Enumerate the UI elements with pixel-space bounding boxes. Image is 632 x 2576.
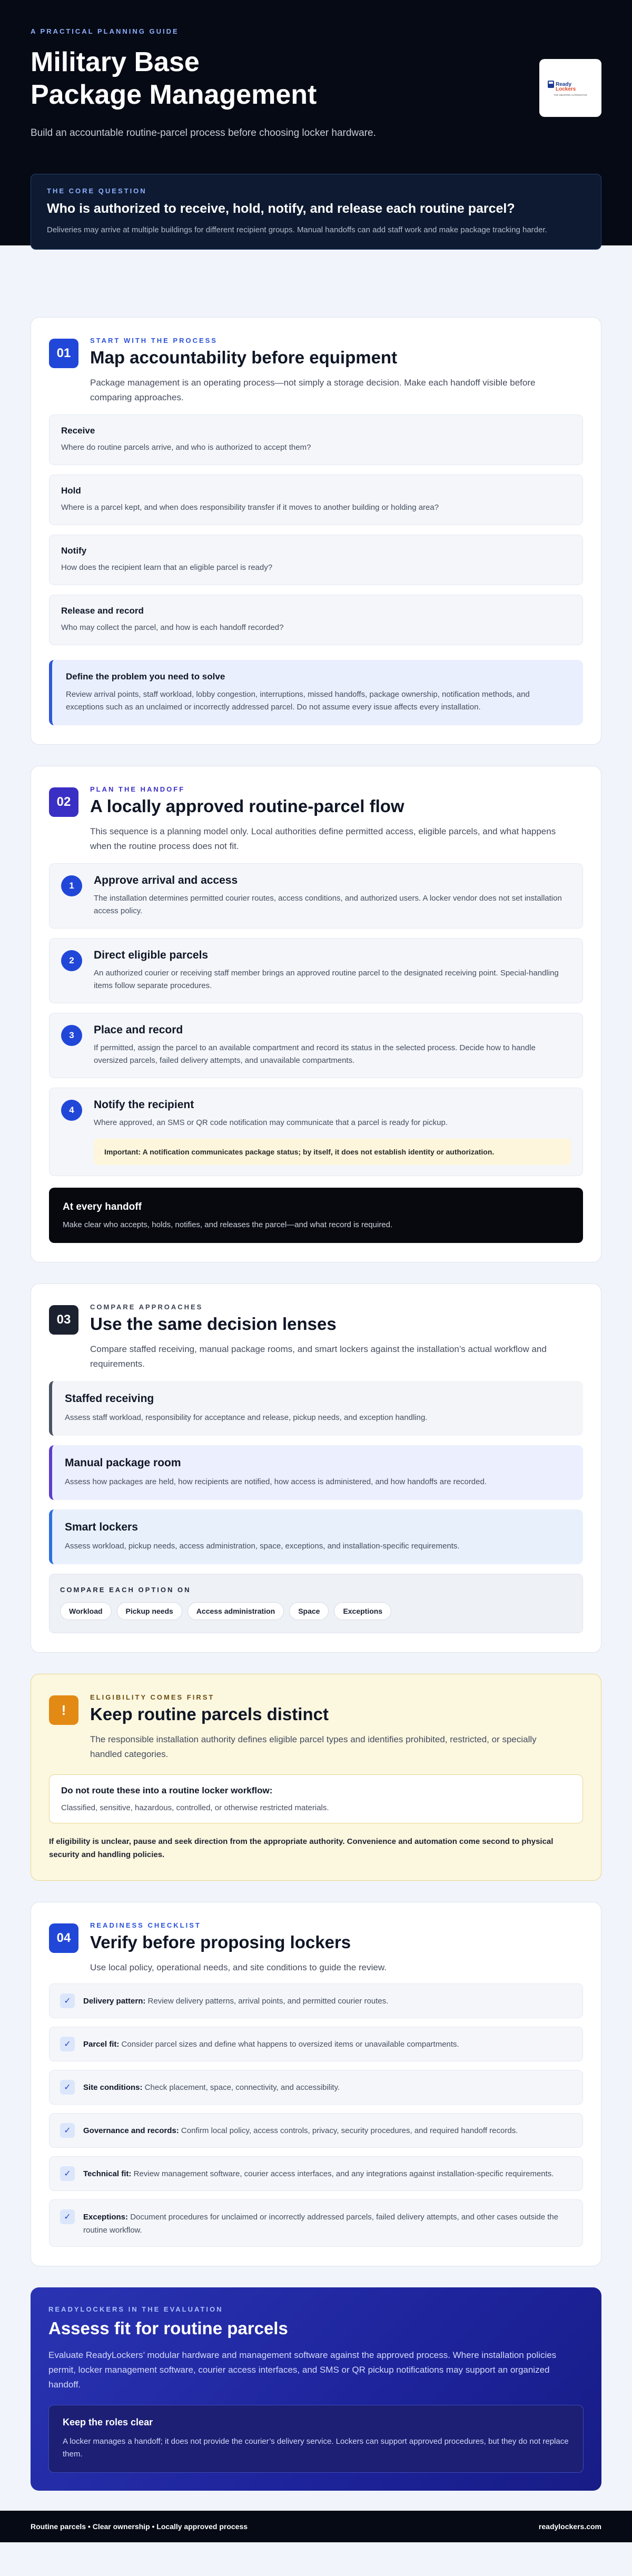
svg-text:Lockers: Lockers <box>556 86 576 92</box>
section-title: A locally approved routine-parcel flow <box>90 796 404 816</box>
warn-title: Do not route these into a routine locker workflow: <box>61 1785 273 1795</box>
section-title: Map accountability before equipment <box>90 348 398 367</box>
chip-exceptions: Exceptions <box>334 1602 391 1620</box>
important-note: Important: A notification communicates package status; by itself, it does not establish identity or authorization. <box>94 1139 571 1165</box>
section-title: Keep routine parcels distinct <box>90 1704 329 1724</box>
section-number: 02 <box>49 787 78 817</box>
hero <box>0 0 632 245</box>
step-title: Notify the recipient <box>94 1099 194 1111</box>
section-map-accountability <box>31 317 601 745</box>
section-title: Use the same decision lenses <box>90 1314 337 1334</box>
hero-subtitle: Build an accountable routine-parcel process before choosing locker hardware. <box>31 127 376 139</box>
step-number: 1 <box>61 875 82 896</box>
checklist-item <box>49 2156 583 2191</box>
section-description: Use local policy, operational needs, and site conditions to guide the review. <box>90 1962 387 1972</box>
lens-smart-lockers <box>49 1509 583 1564</box>
svg-text:THE SMARTER ALTERNATIVE: THE SMARTER ALTERNATIVE <box>554 94 587 96</box>
step-number: 2 <box>61 950 82 971</box>
readylockers-logo[interactable] <box>539 59 601 117</box>
item-text: Where do routine parcels arrive, and who is authorized to accept them? <box>61 443 311 452</box>
step-text: An authorized courier or receiving staff member brings an approved routine parcel to the designated receiving point. Special-handling items follow separate procedures. <box>94 969 559 990</box>
item-title: Release and record <box>61 606 144 616</box>
eligibility-note: If eligibility is unclear, pause and seek direction from the appropriate authority. Convenience and automation come second to physical security and handling policies. <box>49 1837 554 1859</box>
core-eyebrow: THE CORE QUESTION <box>47 187 147 195</box>
item-title: Hold <box>61 486 81 496</box>
checklist-item <box>49 2199 583 2247</box>
cta-title: Assess fit for routine parcels <box>48 2318 288 2338</box>
item-text: Who may collect the parcel, and how is each handoff recorded? <box>61 623 284 632</box>
check-icon: ✓ <box>60 2166 75 2181</box>
check-label: Technical fit: <box>83 2169 132 2178</box>
check-text: Check placement, space, connectivity, and accessibility. <box>144 2083 340 2092</box>
check-icon: ✓ <box>60 2080 75 2095</box>
section-description: This sequence is a planning model only. Local authorities define permitted access, eligible parcels, and what happens when the routine process does not fit. <box>90 826 556 851</box>
compare-chips <box>60 1602 572 1620</box>
step-text: The installation determines permitted courier routes, access conditions, and authorized users. A locker vendor does not set installation access policy. <box>94 894 562 915</box>
restricted-materials-box <box>49 1774 583 1823</box>
lens-title: Staffed receiving <box>65 1393 154 1405</box>
check-text: Consider parcel sizes and define what happens to oversized items or unavailable compartments. <box>121 2040 459 2049</box>
page-title <box>31 46 452 111</box>
step-title: Direct eligible parcels <box>94 949 209 961</box>
define-problem-callout <box>49 660 583 725</box>
lens-text: Assess workload, pickup needs, access administration, space, exceptions, and installation-specific requirements. <box>65 1542 460 1551</box>
roles-title: Keep the roles clear <box>63 2417 153 2427</box>
check-icon: ✓ <box>60 1993 75 2008</box>
dark-box-text: Make clear who accepts, holds, notifies, and releases the parcel—and what record is required. <box>63 1220 393 1229</box>
check-text: Document procedures for unclaimed or incorrectly addressed parcels, failed delivery attempts, and other cases outside the routine workflow. <box>83 2213 559 2235</box>
section-number: 03 <box>49 1305 78 1335</box>
lens-staffed-receiving <box>49 1381 583 1436</box>
warn-text: Classified, sensitive, hazardous, controlled, or otherwise restricted materials. <box>61 1803 329 1812</box>
core-text: Deliveries may arrive at multiple buildings for different recipient groups. Manual handoffs can add staff work and make package tracking harder. <box>47 225 547 234</box>
dark-box-title: At every handoff <box>63 1201 142 1212</box>
lens-text: Assess how packages are held, how recipients are notified, how access is administered, and how handoffs are recorded. <box>65 1477 487 1486</box>
callout-title: Define the problem you need to solve <box>66 672 225 682</box>
list-item <box>49 475 583 525</box>
lens-text: Assess staff workload, responsibility for acceptance and release, pickup needs, and exception handling. <box>65 1413 428 1422</box>
footer-tagline: Routine parcels • Clear ownership • Locally approved process <box>31 2522 248 2531</box>
chip-workload: Workload <box>60 1602 112 1620</box>
callout-text: Review arrival points, staff workload, lobby congestion, interruptions, missed handoffs, package ownership, notification methods, and exceptions such as an unclaimed or incorrectly addressed parcel. Do not assume every issue affects every installation. <box>66 690 530 712</box>
step-number: 4 <box>61 1100 82 1121</box>
check-label: Governance and records: <box>83 2126 179 2135</box>
checklist-item <box>49 2070 583 2105</box>
logo-mark-icon <box>547 76 594 100</box>
checklist-item <box>49 2113 583 2148</box>
check-icon: ✓ <box>60 2037 75 2051</box>
check-text: Review management software, courier access interfaces, and any integrations against installation-specific requirements. <box>133 2169 554 2178</box>
item-text: How does the recipient learn that an eligible parcel is ready? <box>61 563 273 572</box>
warning-icon: ! <box>49 1695 78 1725</box>
chip-space: Space <box>289 1602 329 1620</box>
list-item <box>49 414 583 465</box>
footer-site-link[interactable]: readylockers.com <box>538 2522 601 2531</box>
check-icon: ✓ <box>60 2123 75 2138</box>
section-eyebrow: PLAN THE HANDOFF <box>90 785 185 793</box>
item-text: Where is a parcel kept, and when does responsibility transfer if it moves to another building or holding area? <box>61 503 439 512</box>
check-icon: ✓ <box>60 2209 75 2224</box>
section-decision-lenses <box>31 1284 601 1653</box>
list-item <box>49 595 583 645</box>
section-number: 04 <box>49 1923 78 1953</box>
lens-manual-package-room <box>49 1445 583 1500</box>
section-description: Package management is an operating process—not simply a storage decision. Make each handoff visible before comparing approaches. <box>90 378 536 402</box>
section-eyebrow: COMPARE APPROACHES <box>90 1303 203 1311</box>
section-readiness-checklist <box>31 1902 601 2266</box>
compare-label: COMPARE EACH OPTION ON <box>60 1586 191 1594</box>
section-parcel-flow <box>31 766 601 1262</box>
step-title: Place and record <box>94 1024 183 1036</box>
readylockers-evaluation-panel <box>31 2287 601 2491</box>
section-title: Verify before proposing lockers <box>90 1932 351 1952</box>
core-title: Who is authorized to receive, hold, notify, and release each routine parcel? <box>47 201 515 216</box>
title-line-2: Package Management <box>31 80 317 110</box>
title-line-1: Military Base <box>31 47 200 77</box>
flow-step <box>49 1088 583 1176</box>
lens-title: Smart lockers <box>65 1521 138 1533</box>
step-number: 3 <box>61 1025 82 1046</box>
check-label: Parcel fit: <box>83 2040 120 2049</box>
check-label: Site conditions: <box>83 2083 143 2092</box>
flow-step <box>49 863 583 929</box>
check-text: Confirm local policy, access controls, privacy, security procedures, and required handoff records. <box>181 2126 518 2135</box>
check-label: Delivery pattern: <box>83 1997 146 2006</box>
flow-step <box>49 938 583 1003</box>
roles-text: A locker manages a handoff; it does not provide the courier’s delivery service. Lockers can support approved procedures, but they do not replace them. <box>63 2437 569 2459</box>
compare-options-box <box>49 1574 583 1633</box>
item-title: Receive <box>61 426 95 436</box>
step-text: Where approved, an SMS or QR code notification may communicate that a parcel is ready for pickup. <box>94 1118 448 1127</box>
section-eyebrow: START WITH THE PROCESS <box>90 337 218 344</box>
step-title: Approve arrival and access <box>94 874 238 886</box>
svg-text:Ready: Ready <box>556 82 572 87</box>
step-text: If permitted, assign the parcel to an available compartment and record its status in the selected process. Decide how to handle oversized parcels, failed delivery attempts, and unavailable compartments. <box>94 1043 536 1065</box>
section-eligibility <box>31 1674 601 1881</box>
core-question-box <box>31 174 601 250</box>
check-label: Exceptions: <box>83 2213 129 2222</box>
checklist-item <box>49 1983 583 2018</box>
chip-access-administration: Access administration <box>187 1602 284 1620</box>
section-description: The responsible installation authority defines eligible parcel types and identifies prohibited, restricted, or specially handled categories. <box>90 1734 537 1759</box>
lens-title: Manual package room <box>65 1457 181 1469</box>
item-title: Notify <box>61 546 87 556</box>
every-handoff-box <box>49 1188 583 1243</box>
section-eyebrow: ELIGIBILITY COMES FIRST <box>90 1693 215 1701</box>
list-item <box>49 535 583 585</box>
section-number: 01 <box>49 339 78 368</box>
cta-eyebrow: READYLOCKERS IN THE EVALUATION <box>48 2305 223 2313</box>
section-eyebrow: READINESS CHECKLIST <box>90 1921 201 1929</box>
checklist-item <box>49 2027 583 2061</box>
flow-step <box>49 1013 583 1078</box>
chip-pickup-needs: Pickup needs <box>117 1602 182 1620</box>
roles-box <box>48 2405 584 2473</box>
cta-text: Evaluate ReadyLockers’ modular hardware and management software against the approved process. Where installation policies permit, locker management software, courier access interfaces, and SMS or QR pickup notifications may support an organized handoff. <box>48 2350 557 2390</box>
check-text: Review delivery patterns, arrival points, and permitted courier routes. <box>147 1997 389 2006</box>
footer <box>0 2511 632 2542</box>
hero-eyebrow: A PRACTICAL PLANNING GUIDE <box>31 27 179 35</box>
section-description: Compare staffed receiving, manual package rooms, and smart lockers against the installation’s actual workflow and requirements. <box>90 1344 547 1369</box>
